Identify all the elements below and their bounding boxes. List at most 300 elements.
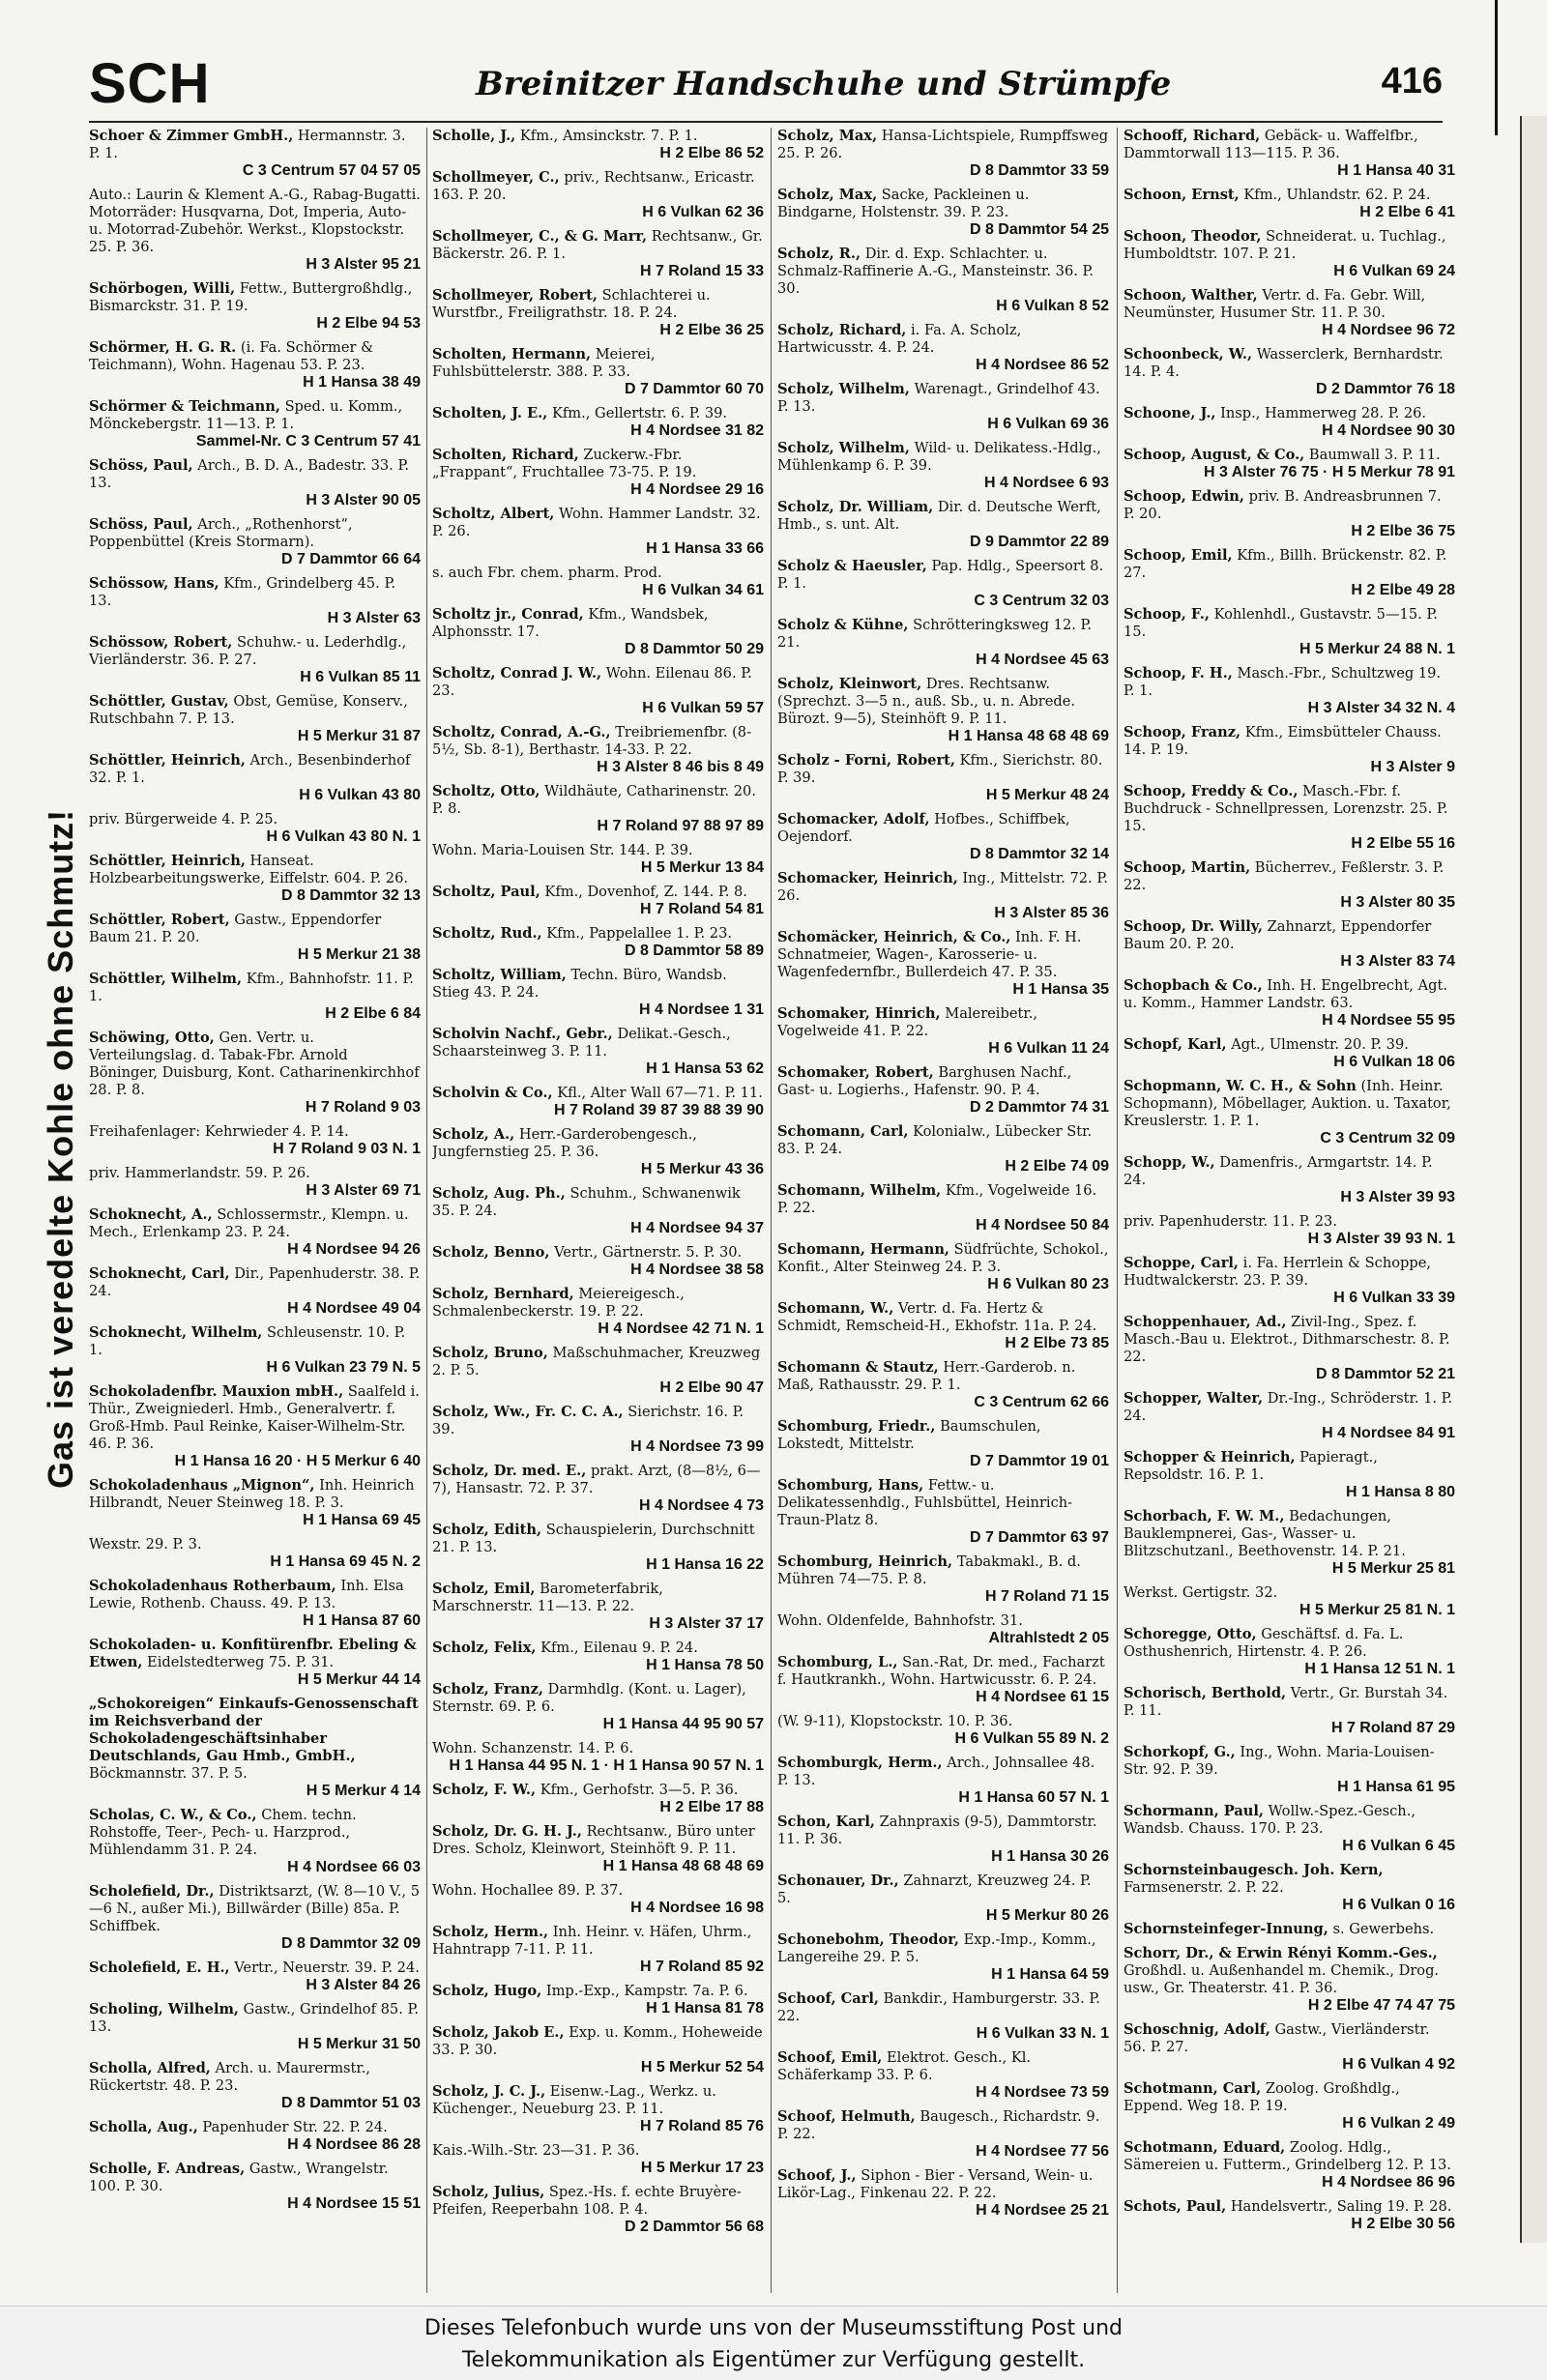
entry-phone: H 6 Vulkan 33 N. 1 xyxy=(976,2025,1109,2042)
entry-phone: H 3 Alster 90 05 xyxy=(306,492,421,508)
entry-details: Masch.-Fbr. f. Buchdruck - Schnellpressen, Lorenzstr. 25. P. 15. xyxy=(1124,783,1448,834)
directory-entry xyxy=(1124,977,1455,1030)
entry-phone: H 4 Nordsee 4 73 xyxy=(639,1497,764,1514)
entry-details: Siphon - Bier - Versand, Wein- u. Likör-Lag., Finkenau 22. P. 22. xyxy=(777,2167,1094,2201)
directory-entry xyxy=(777,1814,1109,1866)
entry-details: Kfm., Gellertstr. 6. P. 39. xyxy=(551,405,728,421)
entry-details: Fettw.- u. Delikatessenhdlg., Fuhlsbüttel, Heinrich-Traun-Platz 8. xyxy=(777,1477,1073,1528)
entry-details: Sped. u. Komm., Mönckebergstr. 11—13. P. 1. xyxy=(89,398,403,432)
entry-name: Schon, Karl, xyxy=(777,1814,875,1830)
directory-entry xyxy=(777,1755,1109,1807)
directory-entry xyxy=(432,842,764,877)
entry-details: Schleusenstr. 10. P. 1. xyxy=(89,1324,406,1358)
entry-details: Baugesch., Richardstr. 9. P. 22. xyxy=(777,2108,1100,2142)
entry-details: Schlachterei u. Wurstfbr., Freiligrathstr. 18. P. 24. xyxy=(432,287,711,321)
entry-phone: H 4 Nordsee 55 95 xyxy=(1322,1012,1455,1029)
entry-name: Scholz, Aug. Ph., xyxy=(432,1185,566,1202)
entry-name: Schoof, J., xyxy=(777,2167,857,2184)
directory-entry xyxy=(1124,287,1455,339)
entry-name: Scholz, Jakob E., xyxy=(432,2024,565,2041)
entry-name: Schöttler, Gustav, xyxy=(89,693,229,710)
directory-entry xyxy=(777,1300,1109,1352)
entry-details: Zahnarzt, Eppendorfer Baum 20. P. 20. xyxy=(1124,918,1432,952)
entry-phone: H 2 Elbe 6 84 xyxy=(325,1005,421,1022)
entry-name: Scholz, Franz, xyxy=(432,1681,543,1698)
directory-entry xyxy=(1124,1508,1455,1578)
directory-entry xyxy=(89,912,421,964)
entry-details: Sacke, Packleinen u. Bindgarne, Holstenstr. 39. P. 23. xyxy=(777,187,1030,220)
entry-name: Schoop, Edwin, xyxy=(1124,488,1244,505)
directory-entry xyxy=(1124,1154,1455,1206)
entry-name: „Schokoreigen“ Einkaufs-Genossenschaft im Reichsverband der Schokoladengeschäftsinhaber Deutschlands, Gau Hmb., GmbH., xyxy=(89,1696,419,1764)
entry-details: Wollw.-Spez.-Gesch., Wandsb. Chauss. 170. P. 23. xyxy=(1124,1803,1416,1837)
entry-details: Malereibetr., Vogelweide 41. P. 22. xyxy=(777,1005,1037,1039)
entry-phone: H 4 Nordsee 96 72 xyxy=(1322,322,1455,338)
entry-name: Schopf, Karl, xyxy=(1124,1036,1227,1053)
entry-details: Farmsenerstr. 2. P. 22. xyxy=(1124,1879,1284,1896)
entry-name: Scholefield, Dr., xyxy=(89,1883,215,1900)
entry-phone: H 4 Nordsee 16 98 xyxy=(630,1900,764,1916)
directory-entry xyxy=(89,339,421,392)
directory-entry xyxy=(1124,783,1455,853)
directory-entry xyxy=(777,440,1109,492)
entry-phone: H 1 Hansa 38 49 xyxy=(303,374,421,391)
entry-phone: H 6 Vulkan 85 11 xyxy=(300,669,421,685)
entry-name: Schoop, Emil, xyxy=(1124,547,1233,564)
entry-phone: H 1 Hansa 16 22 xyxy=(646,1556,764,1573)
entry-phone: H 3 Alster 39 93 xyxy=(1340,1189,1455,1205)
entry-name: Scholing, Wilhelm, xyxy=(89,2001,240,2017)
entry-name: Scholz, Benno, xyxy=(432,1244,550,1261)
entry-phone: H 4 Nordsee 86 52 xyxy=(976,357,1109,373)
entry-details: Rechtsanw., Gr. Bäckerstr. 26. P. 1. xyxy=(432,228,763,262)
directory-entry xyxy=(432,565,764,599)
entry-details: Pap. Hdlg., Speersort 8. P. 1. xyxy=(777,558,1104,592)
entry-name: Schopp, W., xyxy=(1124,1154,1215,1171)
directory-entry xyxy=(777,1713,1109,1748)
entry-details: Eisenw.-Lag., Werkz. u. Küchenger., Neueburg 23. P. 11. xyxy=(432,2083,716,2117)
entry-details: (Inh. Heinr. Schopmann), Möbellager, Auktion. u. Taxator, Kreuslerstr. 1. P. 1. xyxy=(1124,1078,1451,1129)
entry-details: Kfm., Pappelallee 1. P. 23. xyxy=(546,925,733,942)
entry-phone: H 5 Merkur 4 14 xyxy=(306,1783,421,1799)
entry-phone: H 1 Hansa 81 78 xyxy=(646,2000,764,2017)
directory-entry xyxy=(777,676,1109,745)
entry-details: Hofbes., Schiffbek, Oejendorf. xyxy=(777,811,1070,845)
entry-name: Schoop, Freddy & Co., xyxy=(1124,783,1299,799)
entry-phone: H 6 Vulkan 33 39 xyxy=(1333,1290,1455,1306)
entry-details: Wild- u. Delikatess.-Hdlg., Mühlenkamp 6. P. 39. xyxy=(777,440,1101,474)
entry-phone: D 7 Dammtor 19 01 xyxy=(969,1453,1109,1469)
directory-entry xyxy=(1124,1685,1455,1737)
entry-details: Dir. d. Exp. Schlachter. u. Schmalz-Raffinerie A.-G., Mansteinstr. 36. P. 30. xyxy=(777,246,1095,297)
entry-phone: D 8 Dammtor 32 13 xyxy=(280,887,421,904)
entry-name: Scholz, Herm., xyxy=(432,1924,549,1940)
entry-details: Gastw., Eppendorfer Baum 21. P. 20. xyxy=(89,912,382,945)
entry-details: Wasserclerk, Bernhardstr. 14. P. 4. xyxy=(1124,346,1444,380)
directory-entry xyxy=(1124,1921,1455,1938)
entry-name: Schoer & Zimmer GmbH., xyxy=(89,128,294,144)
entry-phone: H 2 Elbe 74 09 xyxy=(1005,1158,1109,1175)
entry-details: Kfm., Bahnhofstr. 11. P. 1. xyxy=(89,971,414,1004)
directory-column-2 xyxy=(432,128,764,2293)
directory-entry xyxy=(89,811,421,846)
entry-phone: D 8 Dammtor 50 29 xyxy=(624,641,764,657)
entry-details: Wohn. Eilenau 86. P. 23. xyxy=(432,665,752,699)
directory-entry xyxy=(89,575,421,627)
directory-entry xyxy=(432,169,764,221)
entry-phone: H 5 Merkur 80 26 xyxy=(985,1907,1109,1924)
entry-details: Großhdl. u. Außenhandel m. Chemik., Drog. usw., Gr. Theaterstr. 41. P. 36. xyxy=(1124,1962,1440,1996)
footer-notice xyxy=(0,2306,1547,2380)
entry-name: Scholle, J., xyxy=(432,128,516,144)
entry-phone: H 6 Vulkan 43 80 xyxy=(299,787,421,803)
entry-phone: H 4 Nordsee 86 28 xyxy=(287,2136,421,2153)
directory-entry xyxy=(89,128,421,180)
directory-entry xyxy=(1124,447,1455,481)
directory-entry xyxy=(1124,488,1455,540)
entry-name: Schoregge, Otto, xyxy=(1124,1626,1257,1642)
entry-name: Schörmer, H. G. R. xyxy=(89,339,237,356)
entry-phone: C 3 Centrum 32 03 xyxy=(974,593,1109,609)
entry-phone: H 1 Hansa 12 51 N. 1 xyxy=(1304,1661,1455,1677)
entry-name: Schomacker, Adolf, xyxy=(777,811,930,827)
entry-phone: H 7 Roland 9 03 N. 1 xyxy=(273,1141,421,1157)
entry-name: Scholz, Max, xyxy=(777,187,878,203)
directory-entry xyxy=(777,1182,1109,1234)
directory-entry xyxy=(1124,1862,1455,1914)
entry-details: Vertr., Gärtnerstr. 5. P. 30. xyxy=(554,1244,743,1261)
entry-phone: H 6 Vulkan 6 45 xyxy=(1342,1838,1455,1854)
directory-entry xyxy=(1124,547,1455,599)
entry-name: Schollmeyer, C., & G. Marr, xyxy=(432,228,648,245)
entry-details: Dres. Rechtsanw. (Sprechzt. 3—5 n., auß. Sb., u. n. Abrede. Bürozt. 9—5), Steinhöft 9. P. 11. xyxy=(777,676,1076,727)
entry-details: Arch., „Rothenhorst“, Poppenbüttel (Kreis Stormarn). xyxy=(89,516,353,550)
directory-entry xyxy=(1124,1213,1455,1248)
entry-name: Schöss, Paul, xyxy=(89,516,193,533)
entry-details: Kfm., Dovenhof, Z. 144. P. 8. xyxy=(544,884,747,900)
entry-phone: H 1 Hansa 87 60 xyxy=(303,1612,421,1629)
entry-name: Schössow, Hans, xyxy=(89,575,219,592)
entry-name: Schokoladenhaus „Mignon“, xyxy=(89,1477,315,1494)
directory-entry xyxy=(432,1924,764,1976)
entry-phone: C 3 Centrum 62 66 xyxy=(974,1394,1109,1410)
entry-name: Schoppenhauer, Ad., xyxy=(1124,1314,1287,1330)
entry-phone: H 4 Nordsee 94 26 xyxy=(287,1241,421,1258)
directory-entry xyxy=(432,2142,764,2177)
entry-details: Zoolog. Großhdlg., Eppend. Weg 18. P. 19. xyxy=(1124,2080,1400,2114)
entry-details: Schlossermstr., Klempn. u. Mech., Erlenkamp 23. P. 24. xyxy=(89,1206,409,1240)
entry-phone: H 1 Hansa 30 26 xyxy=(991,1848,1109,1865)
directory-entry xyxy=(777,1477,1109,1547)
entry-name: Schoone, J., xyxy=(1124,405,1216,421)
page-edge-bar xyxy=(1495,0,1498,135)
entry-details: Kfm., Eimsbütteler Chauss. 14. P. 19. xyxy=(1124,724,1442,758)
entry-details: Südfrüchte, Schokol., Konfit., Alter Steinweg 24. P. 3. xyxy=(777,1241,1109,1275)
entry-name: Scholz, Max, xyxy=(777,128,878,144)
entry-phone: H 1 Hansa 69 45 xyxy=(303,1512,421,1528)
directory-entry xyxy=(432,228,764,280)
directory-entry xyxy=(1124,2139,1455,2191)
entry-phone: Sammel-Nr. C 3 Centrum 57 41 xyxy=(195,433,421,450)
entry-details: Gastw., Vierländerstr. 56. P. 27. xyxy=(1124,2021,1430,2055)
column-rule xyxy=(426,128,427,2293)
entry-name: Scholz, Emil, xyxy=(432,1581,536,1597)
directory-column-4 xyxy=(1124,128,1455,2293)
entry-details: Baumwall 3. P. 11. xyxy=(1308,447,1441,463)
entry-name: Schoof, Carl, xyxy=(777,1990,880,2007)
entry-phone: H 4 Nordsee 50 84 xyxy=(976,1217,1109,1234)
entry-phone: D 2 Dammtor 56 68 xyxy=(624,2219,764,2235)
entry-name: Scholle, F. Andreas, xyxy=(89,2161,246,2177)
entry-name: Schokoladenhaus Rotherbaum, xyxy=(89,1578,336,1594)
entry-phone: H 7 Roland 97 88 97 89 xyxy=(597,818,764,834)
entry-phone: H 4 Nordsee 73 59 xyxy=(976,2084,1109,2101)
entry-phone: H 5 Merkur 31 50 xyxy=(297,2036,421,2052)
entry-name: Schöttler, Wilhelm, xyxy=(89,971,243,987)
directory-entry xyxy=(777,929,1109,999)
directory-entry xyxy=(777,2049,1109,2102)
entry-name: Scholtz, Albert, xyxy=(432,506,555,522)
entry-details: Wildhäute, Catharinenstr. 20. P. 8. xyxy=(432,783,756,817)
entry-name: Scholtz, Rud., xyxy=(432,925,542,942)
directory-entry xyxy=(432,1983,764,2017)
directory-entry xyxy=(777,2167,1109,2220)
entry-details: Schauspielerin, Durchschnitt 21. P. 13. xyxy=(432,1522,755,1555)
entry-phone: H 4 Nordsee 6 93 xyxy=(984,475,1109,491)
header-advert: Breinitzer Handschuhe und Strümpfe xyxy=(476,65,1172,103)
entry-name: Scholz - Forni, Robert, xyxy=(777,752,955,769)
entry-details: Ing., Mittelstr. 72. P. 26. xyxy=(777,870,1108,904)
entry-details: Handelsvertr., Saling 19. P. 28. xyxy=(1230,2198,1452,2215)
entry-details: Damenfris., Armgartstr. 14. P. 24. xyxy=(1124,1154,1433,1188)
entry-phone: Altrahlstedt 2 05 xyxy=(988,1630,1109,1646)
entry-details: Auto.: Laurin & Klement A.-G., Rabag-Bugatti. Motorräder: Husqvarna, Dot, Imperia, Auto- u. Motorrad-Zubehör. Werkst., Klopstockstr. 25. P. 36. xyxy=(89,187,421,255)
entry-name: Scholz, Hugo, xyxy=(432,1983,542,1999)
entry-details: Ing., Wohn. Maria-Louisen-Str. 92. P. 39. xyxy=(1124,1744,1435,1778)
entry-phone: H 6 Vulkan 55 89 N. 2 xyxy=(954,1730,1109,1747)
entry-details: Schuhm., Schwanenwik 35. P. 24. xyxy=(432,1185,741,1219)
entry-name: Scholz, Dr. William, xyxy=(777,499,934,515)
entry-details: Werkst. Gertigstr. 32. xyxy=(1124,1584,1278,1601)
directory-entry xyxy=(89,1578,421,1630)
entry-name: Schomann, Carl, xyxy=(777,1123,909,1140)
directory-entry xyxy=(1124,228,1455,280)
entry-details: Gastw., Grindelhof 85. P. 13. xyxy=(89,2001,419,2035)
entry-name: Scholz, Wilhelm, xyxy=(777,440,910,456)
entry-phone: H 4 Nordsee 29 16 xyxy=(630,481,764,498)
entry-name: Schöttler, Heinrich, xyxy=(89,752,246,769)
entry-details: s. Gewerbehs. xyxy=(1332,1921,1435,1937)
entry-name: Schöwing, Otto, xyxy=(89,1030,215,1046)
entry-details: Geschäftsf. d. Fa. L. Osthushenrich, Hirtenstr. 4. P. 26. xyxy=(1124,1626,1404,1660)
entry-details: Fettw., Buttergroßhdlg., Bismarckstr. 31. P. 19. xyxy=(89,280,413,314)
entry-phone: H 3 Alster 37 17 xyxy=(649,1615,764,1632)
entry-name: Schoonbeck, W., xyxy=(1124,346,1253,363)
entry-details: Herr.-Garderob. n. Maß, Rathausstr. 29. P. 1. xyxy=(777,1359,1076,1393)
entry-name: Schollmeyer, Robert, xyxy=(432,287,598,304)
entry-details: Zoolog. Hdlg., Sämereien u. Futterm., Grindelberg 12. P. 13. xyxy=(1124,2139,1451,2173)
entry-phone: H 1 Hansa 8 80 xyxy=(1346,1484,1455,1500)
entry-details: Hanseat. Holzbearbeitungswerke, Eiffelstr. 604. P. 26. xyxy=(89,853,409,886)
entry-phone: H 2 Elbe 49 28 xyxy=(1351,582,1455,598)
entry-details: Zahnpraxis (9-5), Dammtorstr. 11. P. 36. xyxy=(777,1814,1097,1847)
entry-details: Vertr. d. Fa. Gebr. Will, Neumünster, Husumer Str. 11. P. 30. xyxy=(1124,287,1426,321)
entry-name: Scholz, Julius, xyxy=(432,2184,545,2200)
entry-phone: H 3 Alster 39 93 N. 1 xyxy=(1307,1231,1455,1247)
entry-details: (i. Fa. Schörmer & Teichmann), Wohn. Hagenau 53. P. 23. xyxy=(89,339,374,373)
entry-phone: H 2 Elbe 55 16 xyxy=(1351,835,1455,852)
entry-phone: H 4 Nordsee 73 99 xyxy=(630,1438,764,1455)
entry-phone: H 4 Nordsee 42 71 N. 1 xyxy=(598,1321,764,1337)
entry-phone: H 4 Nordsee 77 56 xyxy=(976,2143,1109,2160)
entry-phone: H 6 Vulkan 8 52 xyxy=(996,298,1109,314)
directory-entry xyxy=(777,811,1109,863)
directory-entry xyxy=(777,187,1109,239)
entry-details: San.-Rat, Dr. med., Facharzt f. Hautkrankh., Wohn. Hartwicusstr. 6. P. 24. xyxy=(777,1654,1105,1688)
entry-name: Scholten, Richard, xyxy=(432,447,579,463)
directory-entry xyxy=(432,665,764,717)
entry-phone: H 7 Roland 39 87 39 88 39 90 xyxy=(553,1102,764,1118)
directory-entry xyxy=(89,457,421,509)
entry-name: Scholz, J. C. J., xyxy=(432,2083,546,2100)
entry-phone: H 5 Merkur 25 81 N. 1 xyxy=(1299,1602,1455,1618)
entry-phone: H 3 Alster 69 71 xyxy=(306,1182,421,1199)
directory-entry xyxy=(1124,1255,1455,1307)
entry-name: Schoop, Dr. Willy, xyxy=(1124,918,1263,935)
directory-entry xyxy=(432,1581,764,1633)
directory-entry xyxy=(89,693,421,745)
entry-details: Masch.-Fbr., Schultzweg 19. P. 1. xyxy=(1124,665,1442,699)
entry-details: Inh. Elsa Lewie, Rothenb. Chauss. 49. P. 13. xyxy=(89,1578,404,1611)
entry-name: Schoon, Walther, xyxy=(1124,287,1258,304)
entry-details: i. Fa. A. Scholz, Hartwicusstr. 4. P. 24. xyxy=(777,322,1022,356)
entry-details: Bankdir., Hamburgerstr. 33. P. 22. xyxy=(777,1990,1100,2024)
entry-phone: H 2 Elbe 36 25 xyxy=(659,322,764,338)
entry-phone: D 2 Dammtor 76 18 xyxy=(1315,381,1455,397)
entry-details: i. Fa. Herrlein & Schoppe, Hudtwalckerstr. 23. P. 39. xyxy=(1124,1255,1431,1289)
entry-phone: H 5 Merkur 17 23 xyxy=(640,2160,764,2176)
entry-name: Schokoladen- u. Konfitürenfbr. Ebeling & Etwen, xyxy=(89,1637,417,1670)
directory-entry xyxy=(777,1553,1109,1606)
entry-details: Vertr., Gr. Burstah 34. P. 11. xyxy=(1124,1685,1448,1719)
entry-name: Scholtz, Paul, xyxy=(432,884,540,900)
directory-entry xyxy=(432,287,764,339)
entry-phone: H 7 Roland 15 33 xyxy=(639,263,764,279)
entry-details: priv. Papenhuderstr. 11. P. 23. xyxy=(1124,1213,1337,1230)
entry-name: Schöttler, Robert, xyxy=(89,912,230,928)
entry-phone: H 3 Alster 76 75 · H 5 Merkur 78 91 xyxy=(1204,464,1455,480)
directory-entry xyxy=(432,2024,764,2076)
directory-entry xyxy=(1124,1449,1455,1501)
entry-phone: H 5 Merkur 25 81 xyxy=(1331,1560,1455,1577)
directory-entry xyxy=(1124,1314,1455,1383)
directory-entry xyxy=(1124,1803,1455,1855)
entry-name: Schonauer, Dr., xyxy=(777,1872,899,1889)
entry-name: Schotmann, Eduard, xyxy=(1124,2139,1286,2156)
entry-name: Scholz, Edith, xyxy=(432,1522,542,1538)
entry-phone: D 9 Dammtor 22 89 xyxy=(969,534,1109,550)
entry-name: Schössow, Robert, xyxy=(89,634,233,651)
entry-details: Agt., Ulmenstr. 20. P. 39. xyxy=(1231,1036,1409,1053)
directory-entry xyxy=(1124,1626,1455,1678)
directory-entry xyxy=(777,322,1109,374)
directory-entry xyxy=(432,346,764,398)
directory-entry xyxy=(432,1463,764,1515)
directory-entry xyxy=(432,1681,764,1733)
directory-entry xyxy=(432,1782,764,1816)
entry-phone: H 7 Roland 54 81 xyxy=(639,901,764,917)
directory-entry xyxy=(777,381,1109,433)
directory-entry xyxy=(777,1872,1109,1925)
entry-name: Scholz, A., xyxy=(432,1126,515,1143)
entry-name: Schomburgk, Herm., xyxy=(777,1755,943,1771)
directory-entry xyxy=(777,1418,1109,1470)
entry-phone: D 7 Dammtor 63 97 xyxy=(969,1529,1109,1546)
directory-entry xyxy=(89,634,421,686)
entry-name: Scholz, F. W., xyxy=(432,1782,537,1798)
entry-phone: H 2 Elbe 90 47 xyxy=(659,1379,764,1396)
entry-name: Schomburg, Hans, xyxy=(777,1477,924,1494)
entry-details: Hansa-Lichtspiele, Rumpffsweg 25. P. 26. xyxy=(777,128,1109,161)
entry-name: Schooff, Richard, xyxy=(1124,128,1261,144)
entry-phone: H 6 Vulkan 59 57 xyxy=(642,700,764,716)
entry-phone: D 8 Dammtor 52 21 xyxy=(1315,1366,1455,1382)
entry-details: Wohn. Hammer Landstr. 32. P. 26. xyxy=(432,506,761,539)
entry-details: Wexstr. 29. P. 3. xyxy=(89,1536,202,1553)
entry-details: Warenagt., Grindelhof 43. P. 13. xyxy=(777,381,1100,415)
entry-name: Schoon, Ernst, xyxy=(1124,187,1240,203)
entry-details: Kfm., Eilenau 9. P. 24. xyxy=(540,1640,698,1656)
entry-name: Schomburg, L., xyxy=(777,1654,898,1670)
directory-entry xyxy=(1124,2080,1455,2133)
directory-entry xyxy=(89,1637,421,1689)
entry-name: Schorr, Dr., & Erwin Rényi Komm.-Ges., xyxy=(1124,1945,1438,1961)
entry-phone: H 1 Hansa 33 66 xyxy=(646,540,764,557)
directory-entry xyxy=(89,398,421,450)
entry-phone: H 7 Roland 85 76 xyxy=(639,2118,764,2134)
directory-entry xyxy=(89,2119,421,2154)
entry-phone: H 6 Vulkan 23 79 N. 5 xyxy=(266,1359,421,1376)
entry-name: Schomann, W., xyxy=(777,1300,894,1317)
entry-phone: D 2 Dammtor 74 31 xyxy=(969,1099,1109,1116)
footer-line-1: Dieses Telefonbuch wurde uns von der Museumsstiftung Post und xyxy=(423,2316,1124,2340)
entry-phone: H 7 Roland 87 29 xyxy=(1330,1720,1455,1736)
entry-name: Scholas, C. W., & Co., xyxy=(89,1807,257,1823)
entry-phone: H 6 Vulkan 4 92 xyxy=(1342,2056,1455,2073)
directory-entry xyxy=(432,1882,764,1917)
entry-name: Schoschnig, Adolf, xyxy=(1124,2021,1270,2038)
entry-name: Schomann, Wilhelm, xyxy=(777,1182,942,1199)
entry-phone: H 5 Merkur 43 36 xyxy=(640,1161,764,1177)
entry-name: Scholz, Dr. med. E., xyxy=(432,1463,587,1479)
directory-column-1 xyxy=(89,128,421,2293)
directory-entry xyxy=(777,246,1109,315)
directory-entry xyxy=(89,516,421,568)
directory-entry xyxy=(89,1265,421,1318)
entry-phone: H 3 Alster 9 xyxy=(1370,759,1455,775)
entry-details: Bücherrev., Feßlerstr. 3. P. 22. xyxy=(1124,859,1445,893)
entry-phone: D 8 Dammtor 32 09 xyxy=(280,1935,421,1952)
entry-phone: H 3 Alster 34 32 N. 4 xyxy=(1307,700,1455,716)
directory-entry xyxy=(777,499,1109,551)
entry-phone: H 4 Nordsee 61 15 xyxy=(976,1689,1109,1705)
entry-details: Dir. d. Deutsche Werft, Hmb., s. unt. Alt. xyxy=(777,499,1101,533)
entry-phone: H 1 Hansa 64 59 xyxy=(991,1966,1109,1983)
entry-details: Saalfeld i. Thür., Zweigniederl. Hmb., Generalvertr. f. Groß-Hmb. Paul Reinke, Kaiser-Wilhelm-Str. 46. P. 36. xyxy=(89,1383,420,1452)
entry-phone: H 6 Vulkan 2 49 xyxy=(1342,2115,1455,2132)
directory-entry xyxy=(777,558,1109,610)
entry-name: Schoknecht, Wilhelm, xyxy=(89,1324,263,1341)
